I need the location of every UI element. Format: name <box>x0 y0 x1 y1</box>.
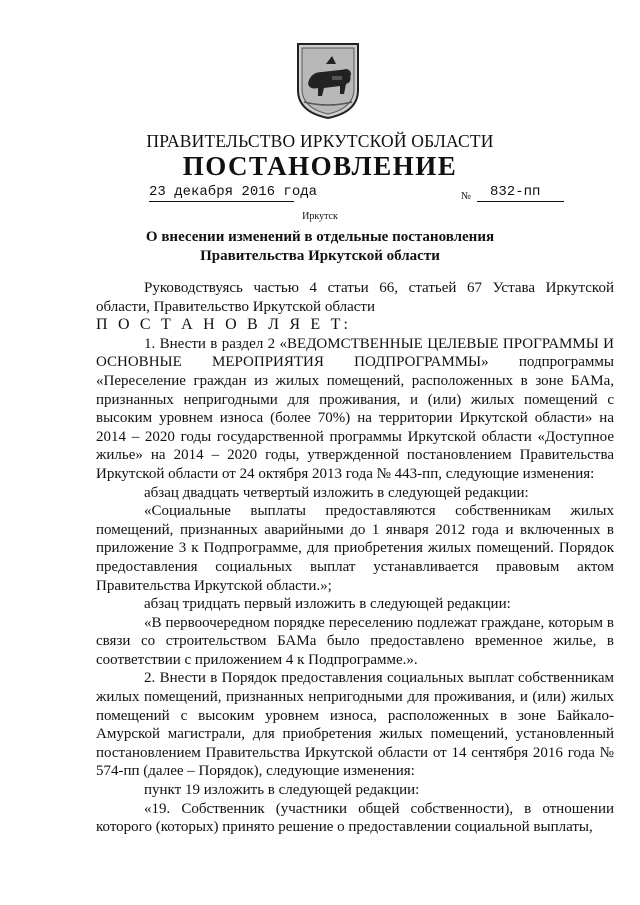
city: Иркутск <box>302 211 338 222</box>
document-date: 23 декабря 2016 года <box>149 184 318 200</box>
document-title <box>0 228 640 265</box>
preamble: Руководствуясь частью 4 статьи 66, статьей 67 Устава Иркутской области, Правительство Иркутской области <box>96 280 614 315</box>
paragraph-6: 2. Внести в Порядок предоставления социальных выплат собственникам жилых помещений, признанных непригодными для проживания, и (или) жилых помещений с высоким уровнем износа, расположенных в зоне Байкало-Амурской магистрали, для приобретения жилых помещений, установленный постановлением Правительства Иркутской области от 14 сентября 2016 года № 574-пп (далее – Порядок), следующие изменения: <box>96 670 614 780</box>
paragraph-3: «Социальные выплаты предоставляются собственникам жилых помещений, признанных аварийными до 1 января 2012 года и включенных в приложение 3 к Подпрограмме, для приобретения жилых помещений. Порядок предоставления социальных выплат устанавливается правовым актом Правительства Иркутской области.»; <box>96 503 614 594</box>
paragraph-7: пункт 19 изложить в следующей редакции: <box>144 782 420 799</box>
number-label: № <box>461 191 472 202</box>
document-body <box>96 279 614 837</box>
paragraph-5: «В первоочередном порядке переселению подлежат граждане, которым в связи со строительством БАМа было предоставлено временное жилье, в соответствии с приложением 4 к Подпрограмме.». <box>96 614 614 668</box>
paragraph-8: «19. Собственник (участники общей собственности), в отношении которого (которых) принято решение о предоставлении социальной выплаты, <box>96 800 614 836</box>
paragraph-1: 1. Внести в раздел 2 «ВЕДОМСТВЕННЫЕ ЦЕЛЕВЫЕ ПРОГРАММЫ И ОСНОВНЫЕ МЕРОПРИЯТИЯ ПОДПРОГРАММЫ» подпрограммы «Переселение граждан из жилых помещений, расположенных в зоне БАМа, признанных непригодными для проживания, и (или) жилых помещений с высоким уровнем износа (более 70%) на территории Иркутской области» на 2014 – 2020 годы государственной программы Иркутской области «Доступное жилье» на 2014 – 2020 годы, утвержденной постановлением Правительства Иркутской области от 24 октября 2013 года № 443-пп, следующие изменения: <box>96 335 614 482</box>
government-name: ПРАВИТЕЛЬСТВО ИРКУТСКОЙ ОБЛАСТИ <box>146 131 494 151</box>
coat-of-arms-icon <box>296 42 360 120</box>
document-number: 832-пп <box>477 184 564 202</box>
title-line-1: О внесении изменений в отдельные постановления <box>145 229 495 245</box>
title-line-2: Правительства Иркутской области <box>200 247 440 264</box>
document-type: ПОСТАНОВЛЕНИЕ <box>182 151 458 181</box>
paragraph-4: абзац тридцать первый изложить в следующей редакции: <box>144 596 511 613</box>
resolves-heading: П О С Т А Н О В Л Я Е Т: <box>96 316 352 334</box>
paragraph-2: абзац двадцать четвертый изложить в следующей редакции: <box>144 484 529 501</box>
